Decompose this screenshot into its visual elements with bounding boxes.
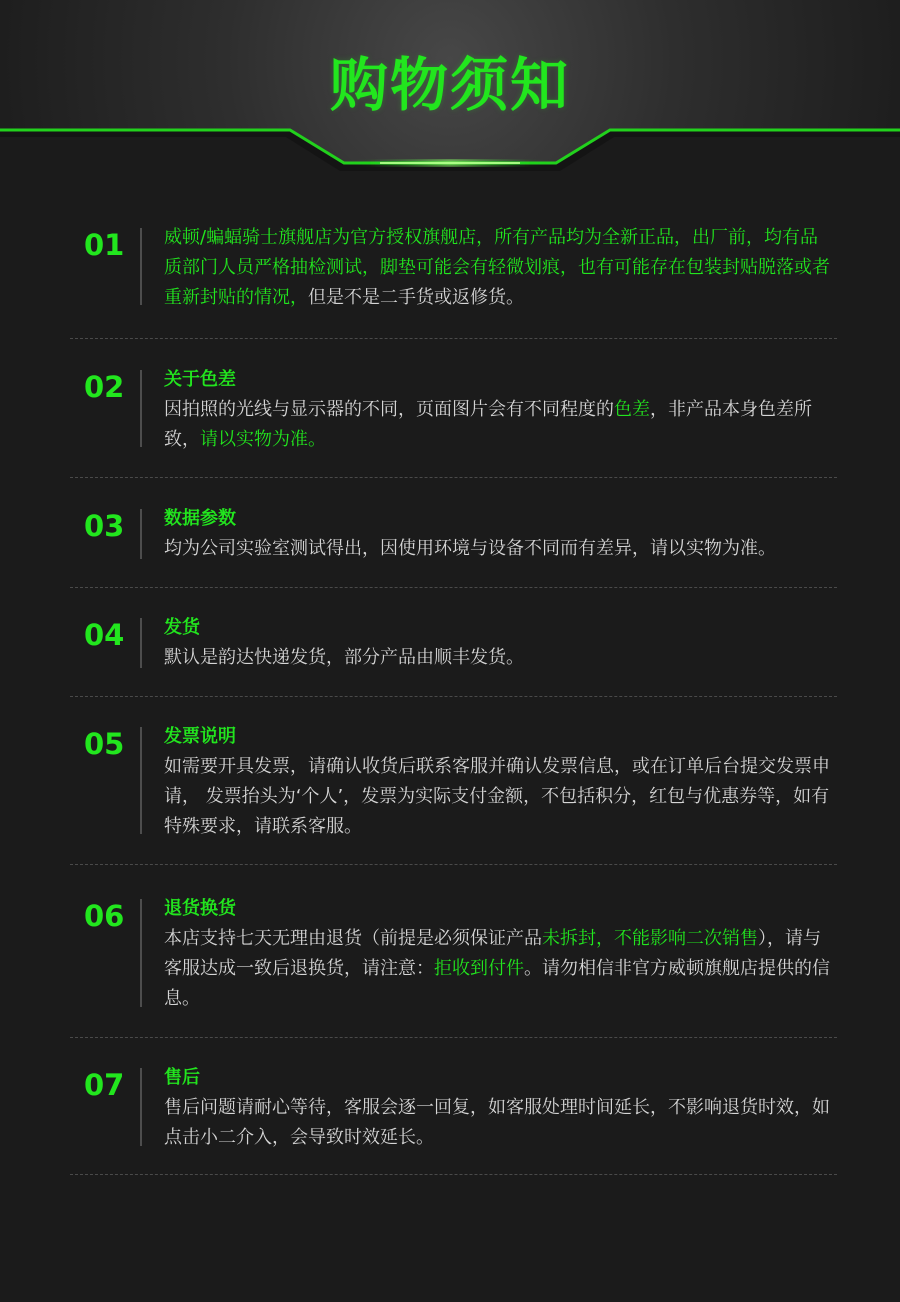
item-number: 06 xyxy=(84,899,125,933)
item-heading: 数据参数 xyxy=(164,508,236,529)
notice-item-07 xyxy=(70,1068,837,1175)
item-text: 均为公司实验室测试得出，因使用环境与设备不同而有差异，请以实物为准。 xyxy=(164,538,776,559)
item-heading: 发货 xyxy=(164,617,200,638)
item-content xyxy=(164,894,834,1014)
notice-item-04 xyxy=(70,618,837,697)
item-text: 。请勿相信非官方威顿旗舰店提供的信息。 xyxy=(164,958,830,1009)
item-number: 02 xyxy=(84,370,125,404)
item-content xyxy=(164,1063,834,1153)
item-divider-line xyxy=(140,228,142,305)
item-content xyxy=(164,365,834,455)
item-content xyxy=(164,613,834,673)
item-text-highlight: 色差 xyxy=(614,399,650,420)
item-divider-line xyxy=(140,1068,142,1146)
notice-item-05 xyxy=(70,727,837,865)
item-divider-line xyxy=(140,509,142,559)
item-heading: 发票说明 xyxy=(164,726,236,747)
item-divider-line xyxy=(140,727,142,834)
page-title: 购物须知 xyxy=(329,51,570,119)
notice-item-03 xyxy=(70,509,837,588)
item-divider-line xyxy=(140,370,142,447)
item-content xyxy=(164,504,834,564)
item-heading: 售后 xyxy=(164,1067,200,1088)
notice-item-01 xyxy=(70,228,837,339)
item-text-highlight: 拒收到付件 xyxy=(434,958,524,979)
item-text: 默认是韵达快递发货，部分产品由顺丰发货。 xyxy=(164,647,524,668)
item-text: ），请与客服达成一致后退换货，请注意： xyxy=(164,928,821,979)
item-number: 05 xyxy=(84,727,125,761)
item-text: 因拍照的光线与显示器的不同，页面图片会有不同程度的 xyxy=(164,399,614,420)
item-number: 07 xyxy=(84,1068,125,1102)
item-text: 但是不是二手货或返修货。 xyxy=(308,287,524,308)
item-text: 本店支持七天无理由退货（前提是必须保证产品 xyxy=(164,928,542,949)
item-number: 03 xyxy=(84,509,125,543)
item-text-highlight: 威顿/蝙蝠骑士旗舰店为官方授权旗舰店，所有产品均为全新正品，出厂前，均有品质部门人员严格抽检测试，脚垫可能会有轻微划痕，也有可能存在包装封贴脱落或者重新封贴的情况， xyxy=(164,227,830,308)
item-heading: 退货换货 xyxy=(164,898,236,919)
item-content xyxy=(164,223,834,313)
item-text: 如需要开具发票，请确认收货后联系客服并确认发票信息，或在订单后台提交发票申请， 发票抬头为‘个人’，发票为实际支付金额，不包括积分，红包与优惠券等，如有特殊要求，请联系客服。 xyxy=(164,756,830,837)
item-text: ，非产品本身色差所致， xyxy=(164,399,812,450)
notice-item-06 xyxy=(70,899,837,1038)
item-text-highlight: 请以实物为准。 xyxy=(200,429,326,450)
item-text: 售后问题请耐心等待，客服会逐一回复，如客服处理时间延长，不影响退货时效，如点击小二介入，会导致时效延长。 xyxy=(164,1097,830,1148)
item-number: 04 xyxy=(84,618,125,652)
item-divider-line xyxy=(140,618,142,668)
item-text-highlight: 未拆封，不能影响二次销售 xyxy=(542,928,758,949)
item-content xyxy=(164,722,834,842)
notice-item-02 xyxy=(70,370,837,478)
header-banner xyxy=(0,0,900,200)
item-number: 01 xyxy=(84,228,125,262)
item-heading: 关于色差 xyxy=(164,369,236,390)
item-divider-line xyxy=(140,899,142,1007)
